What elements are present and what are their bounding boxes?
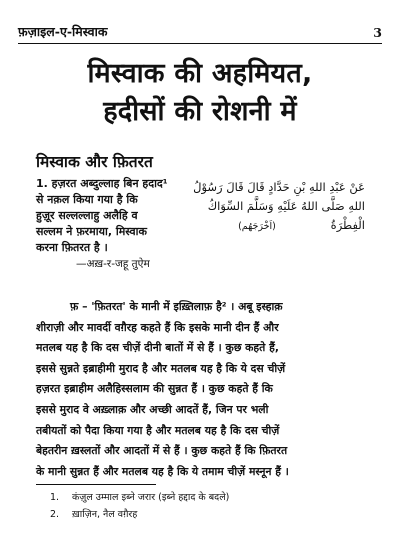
arabic-last-word: الْفِطْرَةُ <box>330 218 365 232</box>
arabic-line: اللهِ صَلَّى اللهُ عَلَيْهِ وَسَلَّمَ السِّوَاكُ <box>207 199 365 213</box>
footnote-text: कंज़ुल उम्माल इब्ने जरार (इब्ने हद्दाद के बदले) <box>72 492 230 503</box>
page-number: 3 <box>373 25 382 40</box>
arabic-line-last <box>215 216 365 236</box>
running-header <box>18 20 382 44</box>
commentary-line: के मानी सुन्नत हैं और मतलब यह है कि ये तमाम चीज़ें मस्नून हैं । <box>36 464 289 478</box>
hadith-line: करना फ़ितरत है । <box>36 241 108 254</box>
commentary-line: फ़ – 'फ़ितरत' के मानी में इख़्तिलाफ़ है² । अबू इस्हाक़ <box>70 300 283 313</box>
commentary-line: इससे मुराद वे अख़्लाक़ और अच्छी आदतें हैं, जिन पर भली <box>36 402 269 416</box>
hadith-line: से नक़ल किया गया है कि <box>36 193 138 206</box>
hadith-line: 1. हज़रत अब्दुल्लाह बिन हदाद¹ <box>36 177 168 190</box>
footnote <box>50 489 370 506</box>
commentary-line: तबीयतों को पैदा किया गया है और मतलब यह है कि दस चीज़ें <box>36 423 280 437</box>
footnote-number: 1. <box>50 492 60 503</box>
commentary-paragraph <box>36 297 368 482</box>
arabic-line: عَنْ عَبْدِ اللهِ بْنِ حَدَّادٍ قَالَ قَالَ رَسُوْلُ <box>193 180 365 194</box>
arabic-hadith <box>193 178 365 236</box>
hadith-line: सल्लम ने फ़रमाया, मिस्वाक <box>36 225 147 238</box>
footnote <box>50 506 370 523</box>
footnotes <box>50 489 370 523</box>
footnote-text: ख़ाज़िन, नैल वग़ैरह <box>72 509 138 520</box>
commentary-line: इससे सुन्नते इब्राहीमी मुराद है और मतलब यह है कि ये दस चीज़ें <box>36 361 286 375</box>
chapter-title-line: हदीसों की रोशनी में <box>103 96 297 127</box>
section-heading: मिस्वाक और फ़ितरत <box>36 153 153 171</box>
footnote-divider <box>36 484 156 485</box>
running-header-title: फ़ज़ाइल-ए-मिस्वाक <box>18 24 108 39</box>
commentary-line: शीराज़ी और मावर्दी वग़ैरह कहते हैं कि इसके मानी दीन हैं और <box>36 320 279 334</box>
footnote-number: 2. <box>50 509 60 520</box>
chapter-title <box>18 55 382 131</box>
commentary-line: बेहतरीन ख़स्लतों और आदतों में से हैं । कुछ कहते हैं कि फ़ितरत <box>36 444 288 458</box>
hadith-line: हुज़ूर सल्लल्लाहु अलैहि व <box>36 209 138 222</box>
arabic-citation: (اَخْرَجَهُم) <box>238 221 276 232</box>
chapter-title-line: मिस्वाक की अहमियत, <box>87 58 313 89</box>
commentary-line: हज़रत इब्राहीम अलैहिस्सलाम की सुन्नत हैं । कुछ कहते हैं कि <box>36 382 273 396</box>
hadith-reference: —अख़-र-जहू तुऐम <box>76 258 150 270</box>
hadith-translation <box>36 176 208 272</box>
commentary-line: मतलब यह है कि दस चीज़ें दीनी बातों में से हैं । कुछ कहते हैं, <box>36 341 279 355</box>
